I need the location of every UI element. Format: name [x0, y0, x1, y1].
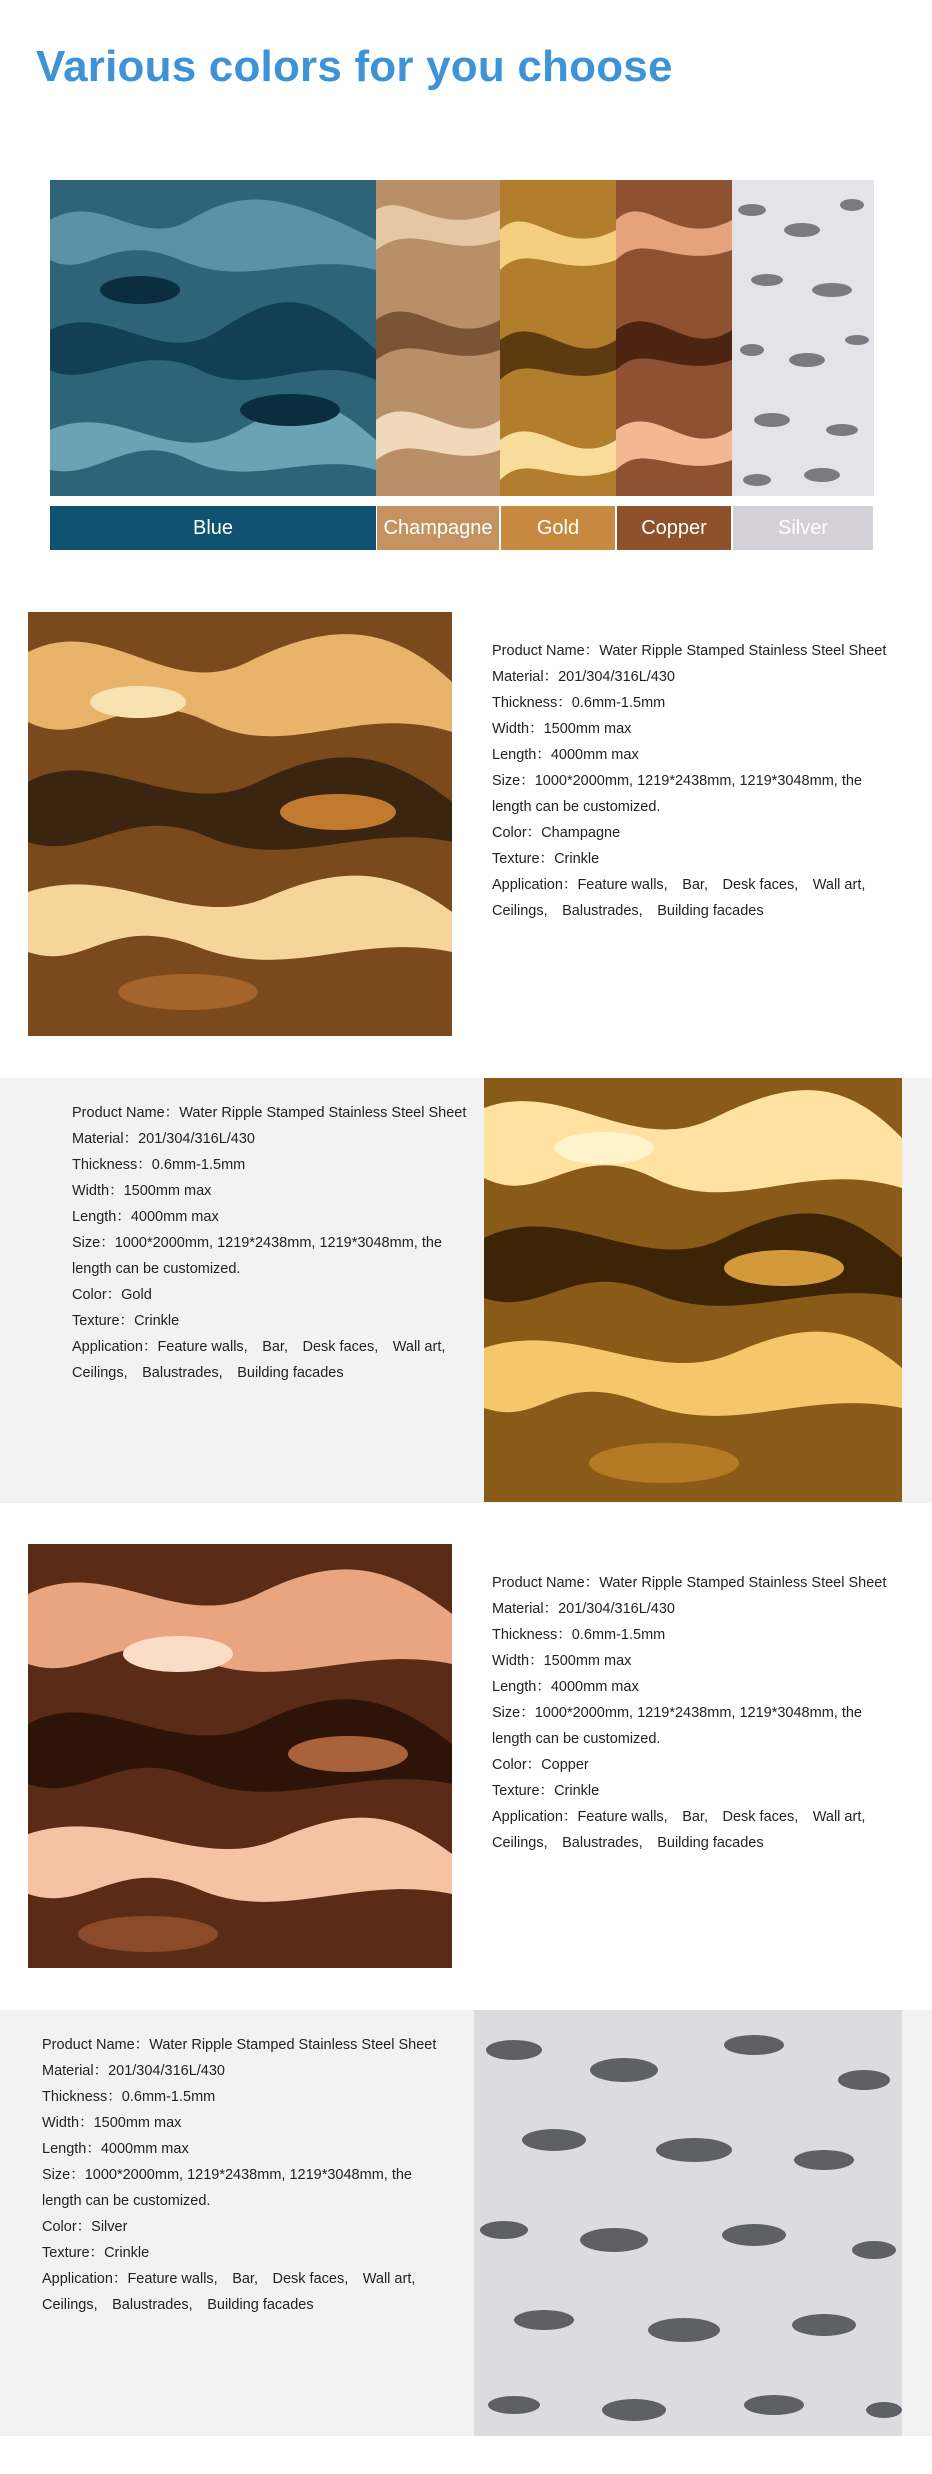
size-row	[72, 1230, 466, 1256]
label: Material：	[42, 2063, 109, 2079]
value: 1000*2000mm, 1219*2438mm, 1219*3048mm, the	[534, 1705, 862, 1721]
label: Length：	[492, 747, 551, 763]
value: 4000mm max	[130, 1209, 219, 1225]
swatch-label-copper	[617, 506, 731, 550]
value: Crinkle	[134, 1313, 180, 1329]
size-note-row: length can be customized.	[42, 2193, 211, 2209]
value: Champagne	[541, 825, 621, 841]
swatch-label-champagne	[377, 506, 499, 550]
width-row	[72, 1178, 466, 1204]
value: 0.6mm-1.5mm	[121, 2089, 216, 2105]
size-row	[492, 768, 886, 794]
width-row	[492, 1648, 886, 1674]
label: Size：	[72, 1235, 115, 1251]
texture-image-silver	[474, 2010, 902, 2436]
label: Texture：	[492, 851, 555, 867]
label: Length：	[72, 1209, 131, 1225]
swatch-label-text: Champagne	[383, 516, 493, 539]
product-section-copper	[0, 1544, 932, 1969]
label: Thickness：	[72, 1157, 152, 1173]
color-row	[72, 1282, 466, 1308]
swatch-label-gold	[501, 506, 615, 550]
label: Width：	[72, 1183, 124, 1199]
product-name-row	[492, 638, 886, 664]
label: Length：	[492, 1679, 551, 1695]
value: 1000*2000mm, 1219*2438mm, 1219*3048mm, the	[114, 1235, 442, 1251]
label: Length：	[42, 2141, 101, 2157]
size-note-row: length can be customized.	[492, 1731, 661, 1747]
label: Texture：	[492, 1783, 555, 1799]
texture-image-gold	[484, 1078, 902, 1502]
color-row	[492, 820, 886, 846]
value: Silver	[91, 2219, 128, 2235]
value: Feature walls, Bar, Desk faces, Wall art,	[577, 1809, 866, 1825]
value: Feature walls, Bar, Desk faces, Wall art,	[127, 2271, 416, 2287]
texture-row	[42, 2240, 436, 2266]
label: Thickness：	[42, 2089, 122, 2105]
value: 1000*2000mm, 1219*2438mm, 1219*3048mm, the	[534, 773, 862, 789]
product-info-copper	[492, 1570, 886, 1856]
swatch-label-silver	[733, 506, 873, 550]
product-info-gold	[72, 1100, 466, 1386]
swatch-label-blue	[50, 506, 376, 550]
value: Feature walls, Bar, Desk faces, Wall art,	[157, 1339, 446, 1355]
swatch-label-text: Silver	[777, 516, 828, 539]
thickness-row	[72, 1152, 466, 1178]
product-name-row	[72, 1100, 466, 1126]
width-row	[492, 716, 886, 742]
label: Color：	[72, 1287, 122, 1303]
application-row-2: Ceilings, Balustrades, Building facades	[42, 2297, 314, 2313]
value: 4000mm max	[100, 2141, 189, 2157]
material-row	[492, 664, 886, 690]
product-section-champagne	[0, 612, 932, 1037]
swatch-image-gold	[500, 180, 616, 496]
application-row-2: Ceilings, Balustrades, Building facades	[492, 903, 764, 919]
application-row-2: Ceilings, Balustrades, Building facades	[492, 1835, 764, 1851]
value: Crinkle	[554, 1783, 600, 1799]
value: Crinkle	[104, 2245, 150, 2261]
label: Material：	[72, 1131, 139, 1147]
label: Product Name：	[42, 2037, 150, 2053]
label: Size：	[492, 773, 535, 789]
value: Water Ripple Stamped Stainless Steel Sheet	[599, 1575, 887, 1591]
length-row	[72, 1204, 466, 1230]
label: Size：	[42, 2167, 85, 2183]
value: 0.6mm-1.5mm	[571, 695, 666, 711]
label: Application：	[492, 1809, 578, 1825]
size-row	[42, 2162, 436, 2188]
thickness-row	[492, 690, 886, 716]
swatch-label-text: Blue	[192, 516, 234, 539]
value: 201/304/316L/430	[558, 669, 675, 685]
application-row	[72, 1334, 466, 1360]
label: Application：	[42, 2271, 128, 2287]
color-row	[492, 1752, 886, 1778]
label: Color：	[42, 2219, 92, 2235]
size-note-row: length can be customized.	[72, 1261, 241, 1277]
product-info-champagne	[492, 638, 886, 924]
size-row	[492, 1700, 886, 1726]
value: 1500mm max	[543, 721, 632, 737]
value: 0.6mm-1.5mm	[571, 1627, 666, 1643]
label: Width：	[42, 2115, 94, 2131]
length-row	[42, 2136, 436, 2162]
label: Product Name：	[492, 643, 600, 659]
label: Thickness：	[492, 695, 572, 711]
texture-image-champagne	[28, 612, 452, 1036]
value: Feature walls, Bar, Desk faces, Wall art,	[577, 877, 866, 893]
texture-row	[72, 1308, 466, 1334]
value: 1500mm max	[123, 1183, 212, 1199]
value: 4000mm max	[550, 747, 639, 763]
label: Size：	[492, 1705, 535, 1721]
width-row	[42, 2110, 436, 2136]
texture-image-copper	[28, 1544, 452, 1968]
label: Product Name：	[492, 1575, 600, 1591]
length-row	[492, 742, 886, 768]
size-note-row: length can be customized.	[492, 799, 661, 815]
product-section-silver	[0, 2010, 932, 2436]
value: Water Ripple Stamped Stainless Steel Sheet	[149, 2037, 437, 2053]
label: Thickness：	[492, 1627, 572, 1643]
label: Application：	[72, 1339, 158, 1355]
application-row	[492, 872, 886, 898]
value: 201/304/316L/430	[558, 1601, 675, 1617]
application-row-2: Ceilings, Balustrades, Building facades	[72, 1365, 344, 1381]
value: Water Ripple Stamped Stainless Steel Sheet	[599, 643, 887, 659]
product-name-row	[42, 2032, 436, 2058]
thickness-row	[492, 1622, 886, 1648]
swatch-image-champagne	[376, 180, 500, 496]
value: 201/304/316L/430	[138, 1131, 255, 1147]
swatch-image-silver	[732, 180, 874, 496]
value: Copper	[541, 1757, 589, 1773]
product-name-row	[492, 1570, 886, 1596]
material-row	[492, 1596, 886, 1622]
label: Product Name：	[72, 1105, 180, 1121]
swatch-image-copper	[616, 180, 732, 496]
value: 0.6mm-1.5mm	[151, 1157, 246, 1173]
label: Material：	[492, 1601, 559, 1617]
value: 4000mm max	[550, 1679, 639, 1695]
length-row	[492, 1674, 886, 1700]
thickness-row	[42, 2084, 436, 2110]
label: Width：	[492, 1653, 544, 1669]
page-title: Various colors for you choose	[36, 42, 673, 91]
product-info-silver	[42, 2032, 436, 2318]
swatch-label-text: Copper	[641, 516, 707, 539]
value: 1500mm max	[543, 1653, 632, 1669]
label: Color：	[492, 1757, 542, 1773]
label: Application：	[492, 877, 578, 893]
material-row	[42, 2058, 436, 2084]
label: Texture：	[72, 1313, 135, 1329]
value: Crinkle	[554, 851, 600, 867]
value: Water Ripple Stamped Stainless Steel Sheet	[179, 1105, 467, 1121]
label: Color：	[492, 825, 542, 841]
value: 1000*2000mm, 1219*2438mm, 1219*3048mm, the	[84, 2167, 412, 2183]
texture-row	[492, 1778, 886, 1804]
application-row	[492, 1804, 886, 1830]
value: 1500mm max	[93, 2115, 182, 2131]
product-section-gold	[0, 1078, 932, 1503]
application-row	[42, 2266, 436, 2292]
label: Material：	[492, 669, 559, 685]
value: 201/304/316L/430	[108, 2063, 225, 2079]
label: Width：	[492, 721, 544, 737]
swatch-label-text: Gold	[536, 516, 580, 539]
value: Gold	[121, 1287, 152, 1303]
label: Texture：	[42, 2245, 105, 2261]
texture-row	[492, 846, 886, 872]
material-row	[72, 1126, 466, 1152]
swatch-image-blue	[50, 180, 376, 496]
color-row	[42, 2214, 436, 2240]
